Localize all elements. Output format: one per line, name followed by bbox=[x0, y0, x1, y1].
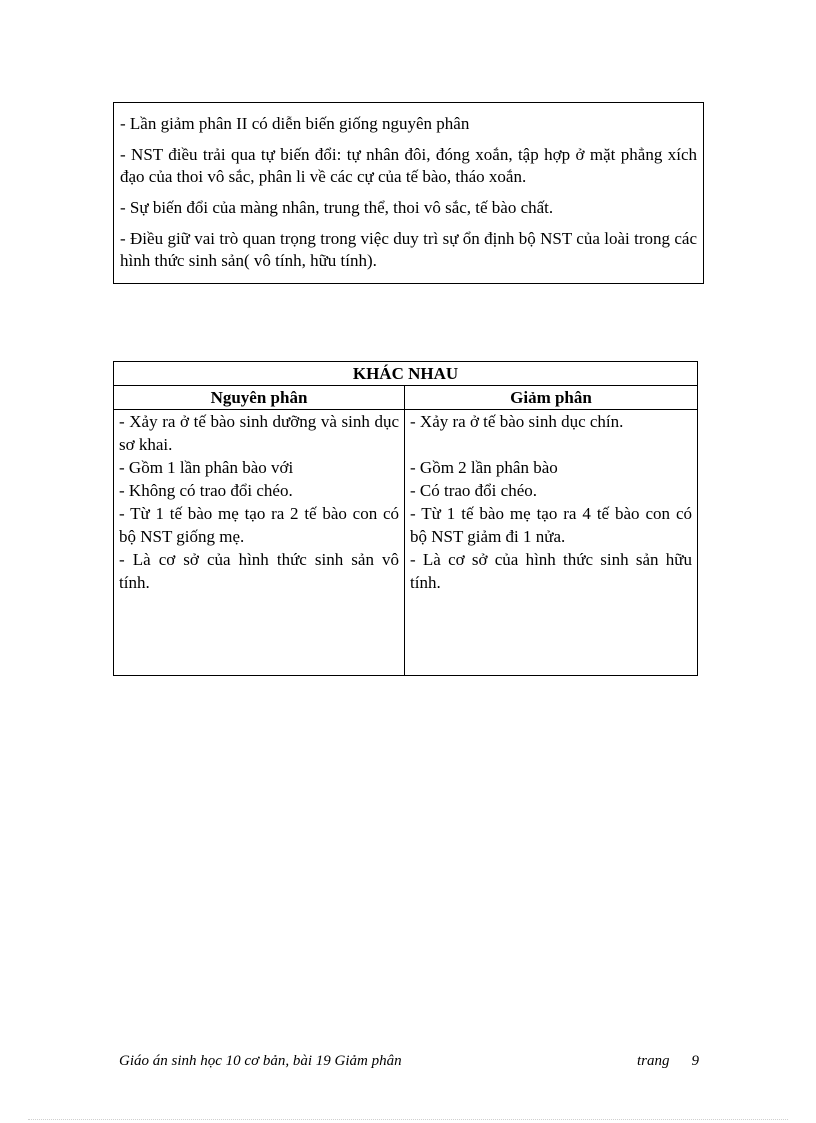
column-header-mitosis: Nguyên phân bbox=[114, 386, 405, 409]
similarity-item: - Sự biến đổi của màng nhân, trung thể, thoi vô sắc, tế bào chất. bbox=[120, 198, 554, 217]
mitosis-item: - Không có trao đổi chéo. bbox=[119, 481, 293, 500]
mitosis-item: - Gồm 1 lần phân bào với bbox=[119, 458, 294, 477]
meiosis-item: - Là cơ sở của hình thức sinh sản hữu tính. bbox=[410, 550, 692, 592]
page-bottom-divider bbox=[28, 1119, 788, 1120]
meiosis-item: - Từ 1 tế bào mẹ tạo ra 4 tế bào con có bộ NST giảm đi 1 nửa. bbox=[410, 504, 692, 546]
table-body bbox=[114, 410, 697, 675]
page-number: 9 bbox=[691, 1053, 699, 1069]
footer-title: Giáo án sinh học 10 cơ bản, bài 19 Giảm phân bbox=[119, 1053, 402, 1069]
mitosis-column bbox=[114, 410, 405, 675]
page-label: trang bbox=[636, 1053, 670, 1069]
meiosis-item: - Có trao đổi chéo. bbox=[410, 481, 537, 500]
similarity-item: - NST điều trải qua tự biến đổi: tự nhân đôi, đóng xoắn, tập hợp ở mặt phẳng xích đạo của thoi vô sắc, phân li về các cự của tế bào, tháo xoắn. bbox=[120, 145, 697, 186]
page-indicator bbox=[637, 1053, 699, 1070]
column-header-meiosis: Giảm phân bbox=[510, 388, 592, 407]
meiosis-column bbox=[405, 410, 697, 675]
meiosis-item: - Gồm 2 lần phân bào bbox=[410, 458, 558, 477]
mitosis-item: - Là cơ sở của hình thức sinh sản vô tính. bbox=[119, 550, 399, 592]
table-title: KHÁC NHAU bbox=[114, 362, 697, 386]
meiosis-item: - Xảy ra ở tế bào sinh dục chín. bbox=[410, 412, 624, 431]
table-header-row bbox=[114, 386, 697, 410]
mitosis-item: - Từ 1 tế bào mẹ tạo ra 2 tế bào con có bộ NST giống mẹ. bbox=[119, 504, 399, 546]
differences-table bbox=[113, 361, 698, 676]
similarity-item: - Lần giảm phân II có diễn biến giống nguyên phân bbox=[120, 114, 470, 133]
similarities-box bbox=[113, 102, 704, 284]
similarity-item: - Điều giữ vai trò quan trọng trong việc duy trì sự ổn định bộ NST của loài trong các hình thức sinh sản( vô tính, hữu tính). bbox=[120, 229, 697, 270]
mitosis-item: - Xảy ra ở tế bào sinh dưỡng và sinh dục sơ khai. bbox=[119, 412, 399, 454]
